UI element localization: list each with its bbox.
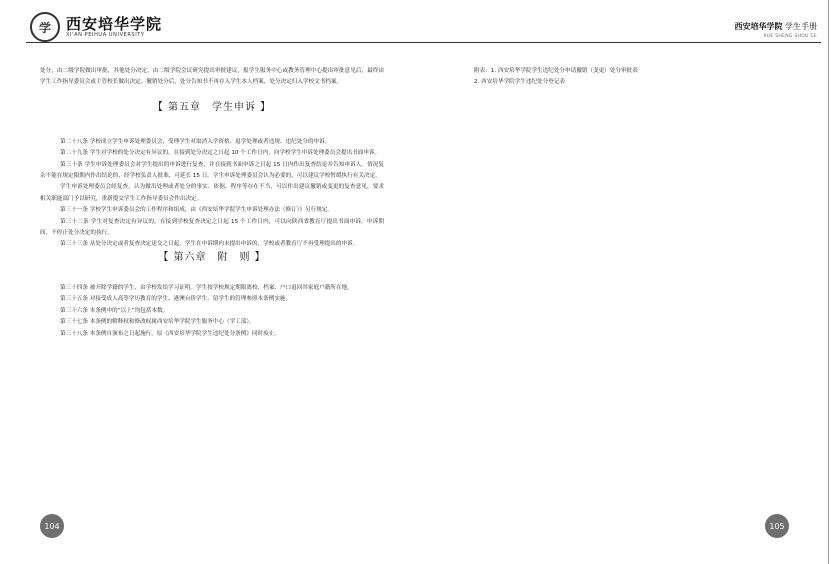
article-32: 第三十二条 学生对复查决定有异议的，在接到学校复查决定之日起 15 个工作日内，可以向陕西省教育厅提出书面申诉。申诉期间，不停止处分决定的执行。 [40,218,384,237]
intro-paragraph: 处分，由二级学院做出审批，其他处分决定，由二级学院会议研究提出审批建议，报学生服务中心或教务管理中心提出审批意见后，最终由学生工作指导委员会或主管校长做出决定。撤销处分后，处分告知书不再存入学生本人档案，处分决定归入学校文书档案。 [40,68,384,86]
article-30: 第三十条 学生申诉处理委员会对学生提出的申诉进行复查，并在接到书面申诉之日起 15 日内作出复查结论并告知申诉人。情况复杂不能在规定限期内作出结论的，经学校负责人批准，可延长 15 日。学生申诉处理委员会认为必要的，可以建议学校暂缓执行有关决定。 [40,161,384,180]
article-35: 第三十五条 对接受成人高等学历教育的学生、港澳台侨学生、留学生的管理参照本条例实施。 [60,296,292,303]
article-33: 第三十三条 从处分决定或者复查决定送交之日起，学生在申诉期内未提出申诉的，学校或者教育厅不再受理提出的申诉。 [60,241,359,248]
article-28: 第二十八条 学校成立学生申诉处理委员会，受理学生对取消入学资格、退学处理或者违规、违纪处分的申诉。 [60,138,331,145]
handbook-title-rest: 学生手册 [782,22,817,31]
university-seal-icon: 学 [30,12,60,42]
chapter-5-heading: 【 第五章 学生申诉 】 [152,101,272,113]
appendix-line-2: 2. 西安培华学院学生违纪处分登记表 [474,79,566,86]
left-page-body [40,66,384,340]
page-number-right: 105 [765,514,789,538]
article-30-continued: 学生申诉处理委员会经复查，认为做出处理或者处分的事实、依据、程序等存在不当，可以作出建议撤销或变更的复查意见，要求相关职能部门予以研究，重新提交学生工作指导委员会作出决定。 [40,184,384,202]
page-number-left: 104 [40,514,64,538]
handbook-title-bold: 西安培华学院 [734,22,783,31]
article-38: 第三十八条 本条例自颁布之日起施行。原《西安培华学院学生违纪处分条例》同时废止。 [60,330,280,337]
logo-text [66,16,162,38]
logo-chinese-name: 西安培华学院 [66,15,163,33]
handbook-title [734,21,817,32]
article-34: 第三十四条 被开除学籍的学生，由学校发给学习证明。学生按学校规定期限离校，档案、户口退回其家庭户籍所在地。 [60,284,353,291]
article-29: 第二十九条 学生对学校的处分决定有异议的，在接到处分决定之日起 10 个工作日内，向学校学生申诉处理委员会提出书面申诉。 [60,150,381,157]
logo-english-name: XI'AN PEIHUA UNIVERSITY [66,32,145,38]
article-36: 第三十六条 本条例中的“以上”均包括本数。 [60,307,169,314]
article-37: 第三十七条 本条例的解释权和修改权属西安培华学院学生服务中心（学工部）。 [60,319,255,326]
handbook-subtitle: XUE SHENG SHOU CE [763,34,817,39]
page-edge-line [828,0,829,564]
appendix-line-1: 附表：1. 西安培华学院学生违纪处分申请撤销（变更）处分审批表 [474,68,638,74]
right-page-body [474,66,804,89]
article-31: 第三十一条 学校学生申诉委员会的工作程序和组成，由《西安培华学院学生申诉处理办法（修订）》另行规定。 [60,207,334,214]
running-header [734,21,817,39]
chapter-6-heading: 【 第六章 附 则 】 [158,251,266,263]
university-logo [30,12,162,42]
header-rule [26,42,821,43]
